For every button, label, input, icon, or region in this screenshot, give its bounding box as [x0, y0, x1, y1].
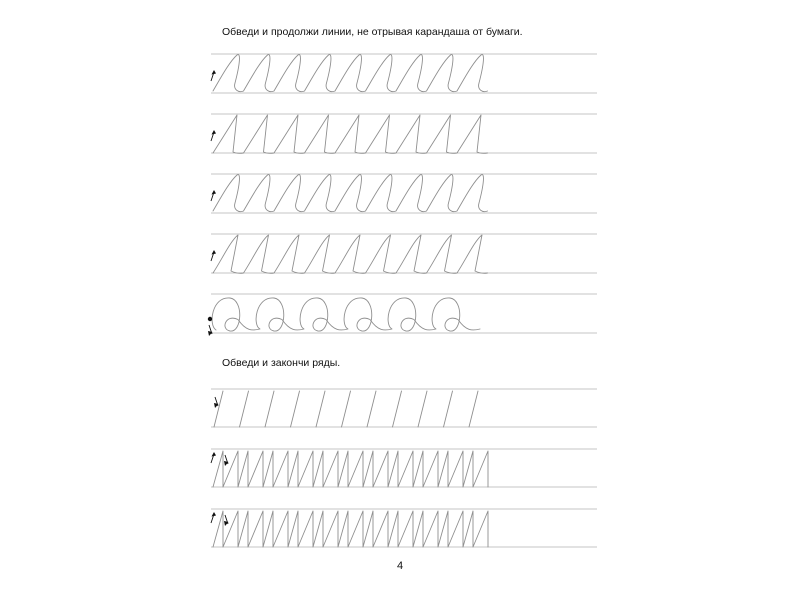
- arrowhead-icon: [212, 190, 217, 195]
- arrowhead-icon: [212, 512, 217, 517]
- start-dot-icon: [208, 317, 212, 321]
- trace-pattern-row: [213, 235, 488, 273]
- trace-pattern-row: [213, 511, 488, 547]
- trace-pattern-row: [213, 451, 488, 487]
- page-number: 4: [396, 560, 404, 572]
- trace-pattern-row: [214, 391, 478, 427]
- exercise-1-instruction: Обведи и продолжи линии, не отрывая карандаша от бумаги.: [222, 26, 523, 38]
- trace-pattern-row: [213, 55, 488, 92]
- exercise-2-instruction: Обведи и закончи ряды.: [222, 357, 341, 369]
- arrowhead-icon: [212, 250, 217, 255]
- arrowhead-icon: [212, 452, 217, 457]
- trace-pattern-row: [213, 175, 488, 212]
- trace-pattern-row: [213, 115, 488, 153]
- trace-pattern-row: [212, 298, 480, 331]
- arrowhead-icon: [212, 130, 217, 135]
- arrowhead-icon: [212, 70, 217, 75]
